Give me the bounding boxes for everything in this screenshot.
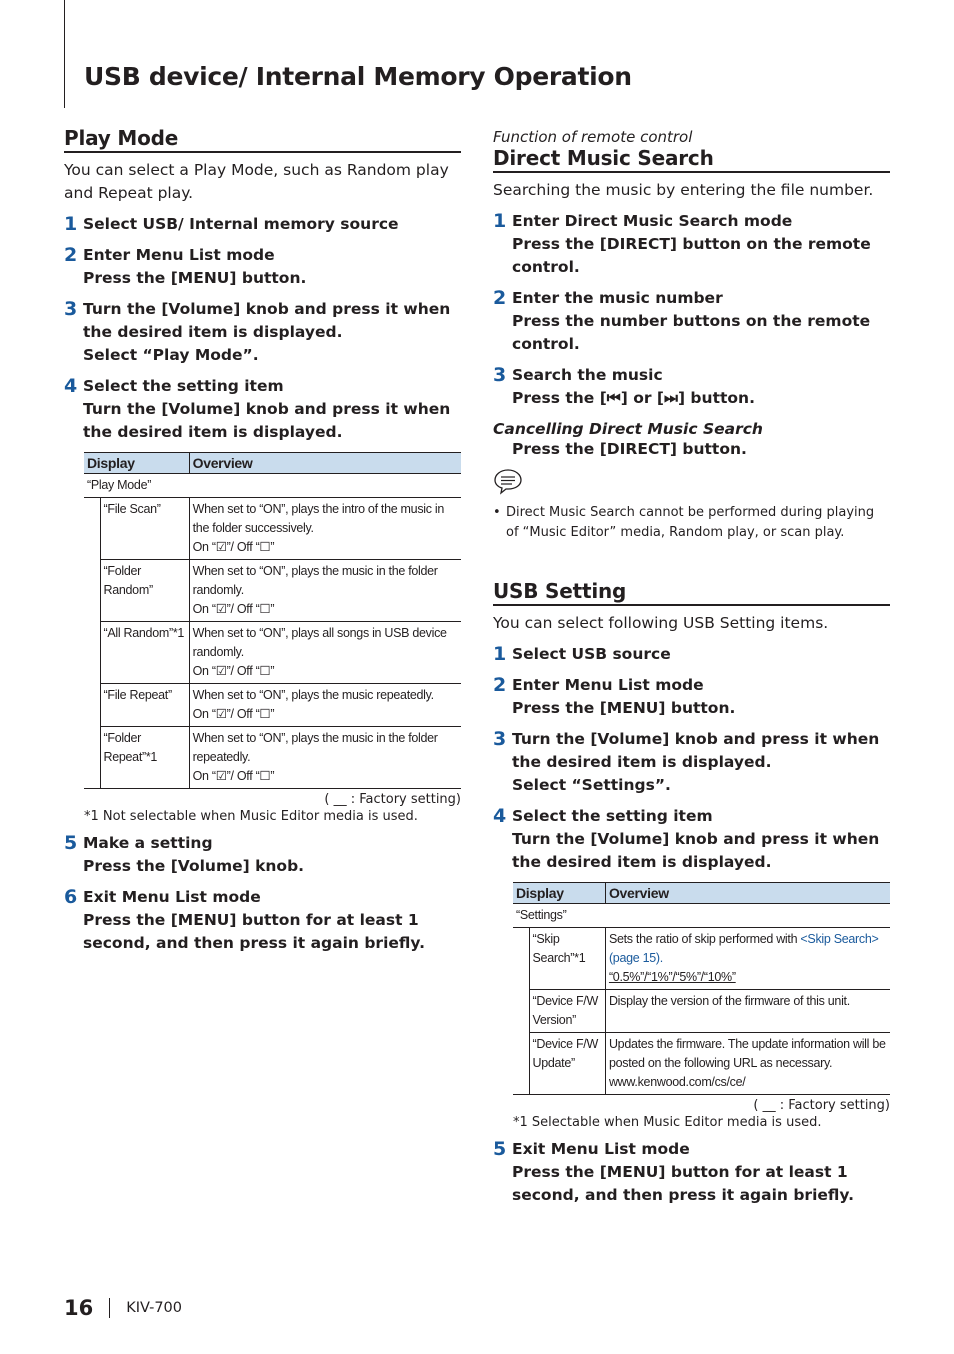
step-item: [493, 287, 890, 356]
section-title-usb-setting: USB Setting: [493, 579, 890, 606]
table-header: [84, 453, 461, 474]
play-mode-steps-2: [64, 832, 461, 955]
step-instruction: Turn the [Volume] knob and press it when the desired item is displayed.: [512, 830, 880, 871]
step-body: [512, 210, 890, 279]
step-body: [83, 375, 461, 444]
step-title: Search the music: [512, 366, 663, 384]
step-item: [64, 244, 461, 290]
step-item: [493, 728, 890, 797]
step-item: [64, 298, 461, 367]
step-body: [512, 674, 735, 720]
desc-text: When set to “ON”, plays all songs in USB device randomly.: [192, 626, 447, 659]
left-column: [64, 126, 461, 955]
footnote: *1 Selectable when Music Editor media is used.: [513, 1115, 822, 1130]
step-title: Enter Menu List mode: [83, 246, 275, 264]
step-body: [83, 244, 306, 290]
step-body: [512, 728, 890, 797]
table-group-row: [84, 474, 461, 498]
item-device-fw-update: “Device F/W Update”: [529, 1033, 605, 1095]
step-instruction: Select “Play Mode”.: [83, 346, 259, 364]
step-title: Select the setting item: [83, 377, 284, 395]
footnote: *1 Not selectable when Music Editor media is used.: [84, 809, 418, 824]
indent-cell: [513, 1033, 529, 1095]
step-title: Select USB/ Internal memory source: [83, 215, 399, 233]
step-instruction: Press the [Volume] knob.: [83, 857, 305, 875]
indent-cell: [84, 560, 100, 622]
factory-setting-note: ( __ : Factory setting): [753, 1098, 890, 1113]
options-text: On “☑”/ Off “☐”: [192, 769, 275, 783]
step-number: 4: [64, 375, 78, 397]
step-number: 4: [493, 805, 507, 827]
step-item: [493, 210, 890, 279]
dms-steps: [493, 210, 890, 410]
step-item: [64, 832, 461, 878]
step-body: [83, 213, 399, 236]
play-mode-rows: [84, 498, 461, 789]
step-number: 3: [64, 298, 78, 320]
item-desc: [189, 622, 461, 684]
step-instruction: Press the [MENU] button for at least 1 second, and then press it again briefly.: [512, 1163, 854, 1204]
step-item: [493, 674, 890, 720]
indent-cell: [84, 498, 100, 560]
header-rule: [64, 0, 65, 108]
step-title: Enter Direct Music Search mode: [512, 212, 793, 230]
step-body: [512, 364, 755, 410]
step-item: [64, 375, 461, 444]
note-text: Direct Music Search cannot be performed during playing of “Music Editor” media, Random play, or scan play.: [506, 505, 875, 540]
item-label: “Folder Repeat”*1: [100, 727, 189, 789]
step-title: Enter the music number: [512, 289, 723, 307]
step-body: [512, 287, 890, 356]
table-row: [513, 990, 890, 1033]
desc-text: Sets the ratio of skip performed with: [608, 932, 801, 946]
step-number: 3: [493, 728, 507, 750]
model-name: KIV-700: [126, 1300, 182, 1316]
step-instruction: Select “Settings”.: [512, 776, 671, 794]
options-text: On “☑”/ Off “☐”: [192, 602, 275, 616]
step-number: 5: [493, 1138, 507, 1160]
table-row: [84, 498, 461, 560]
desc-text: When set to “ON”, plays the music in the folder randomly.: [192, 564, 438, 597]
desc-skip-search: [605, 928, 890, 990]
indent-cell: [513, 928, 529, 990]
item-label: “File Scan”: [100, 498, 189, 560]
group-label: “Settings”: [513, 904, 605, 928]
cancel-text: Press the [DIRECT] button.: [512, 440, 747, 458]
step-number: 3: [493, 364, 507, 386]
item-desc: [189, 560, 461, 622]
col-display: Display: [84, 453, 189, 474]
dms-intro: Searching the music by entering the file number.: [493, 181, 874, 199]
remote-control-note: Function of remote control: [493, 128, 693, 146]
step-title: Exit Menu List mode: [83, 888, 261, 906]
desc-device-fw-version: Display the version of the firmware of this unit.: [605, 990, 890, 1033]
page-footer: [64, 1296, 182, 1320]
step-title: Select the setting item: [512, 807, 713, 825]
section-title-direct-music-search: Direct Music Search: [493, 146, 890, 173]
factory-setting-note: ( __ : Factory setting): [324, 792, 461, 807]
item-desc: [189, 684, 461, 727]
table-row: [513, 928, 890, 990]
step-instruction: Press the [MENU] button.: [83, 269, 307, 287]
item-label: “Folder Random”: [100, 560, 189, 622]
step-instruction: Turn the [Volume] knob and press it when the desired item is displayed.: [83, 400, 451, 441]
indent-cell: [84, 684, 100, 727]
col-overview: Overview: [189, 453, 461, 474]
item-desc: [189, 498, 461, 560]
step-number: 2: [493, 674, 507, 696]
step-body: [83, 298, 461, 367]
group-empty: [605, 904, 890, 928]
step-instruction: Press the number buttons on the remote control.: [512, 312, 871, 353]
usb-intro: You can select following USB Setting items.: [493, 614, 829, 632]
play-mode-table: [84, 452, 461, 789]
desc-text: When set to “ON”, plays the music repeatedly.: [192, 688, 434, 702]
note-item: • Direct Music Search cannot be performed during playing of “Music Editor” media, Random play, or scan play.: [493, 503, 890, 543]
desc-text: When set to “ON”, plays the intro of the music in the folder successively.: [192, 502, 445, 535]
step-item: [64, 213, 461, 236]
step-instruction: Press the [MENU] button.: [512, 699, 736, 717]
cancel-title: Cancelling Direct Music Search: [493, 420, 763, 438]
desc-text: When set to “ON”, plays the music in the folder repeatedly.: [192, 731, 438, 764]
item-skip-search: [529, 928, 605, 990]
step-number: 1: [64, 213, 78, 235]
step-title: Make a setting: [83, 834, 213, 852]
item-label: “All Random”*1: [100, 622, 189, 684]
options-text: “0.5%”/“1%”/“5%”/“10%”: [608, 970, 736, 984]
step-number: 2: [493, 287, 507, 309]
step-body: [512, 805, 890, 874]
col-overview: Overview: [605, 883, 890, 904]
table-row: [84, 560, 461, 622]
step-item: [493, 643, 890, 666]
group-empty: [189, 474, 461, 498]
usb-steps: [493, 643, 890, 874]
right-column: [493, 126, 890, 1207]
play-mode-intro: You can select a Play Mode, such as Random play and Repeat play.: [64, 161, 449, 202]
options-text: On “☑”/ Off “☐”: [192, 664, 275, 678]
table-header: [513, 883, 890, 904]
indent-cell: [84, 727, 100, 789]
item-device-fw-version: “Device F/W Version”: [529, 990, 605, 1033]
step-item: [493, 1138, 890, 1207]
step-body: [512, 1138, 890, 1207]
step-title: Turn the [Volume] knob and press it when the desired item is displayed.: [512, 730, 880, 771]
step-body: [83, 886, 461, 955]
section-title-play-mode: Play Mode: [64, 126, 461, 153]
step-instruction: Press the [⏮] or [⏭] button.: [512, 389, 755, 407]
options-text: On “☑”/ Off “☐”: [192, 540, 275, 554]
table-row: [84, 684, 461, 727]
step-number: 5: [64, 832, 78, 854]
page-title: USB device/ Internal Memory Operation: [84, 62, 632, 91]
col-display: Display: [513, 883, 605, 904]
step-number: 1: [493, 643, 507, 665]
indent-cell: [84, 622, 100, 684]
step-number: 1: [493, 210, 507, 232]
step-body: [83, 832, 304, 878]
page-number: 16: [64, 1296, 94, 1320]
step-number: 6: [64, 886, 78, 908]
skip-search-link[interactable]: <Skip Search> (page 15).: [608, 932, 879, 965]
table-row: [84, 622, 461, 684]
desc-device-fw-update: Updates the firmware. The update information will be posted on the following URL as necessary. www.kenwood.com/cs/ce/: [605, 1033, 890, 1095]
step-title: Select USB source: [512, 645, 671, 663]
step-title: Enter Menu List mode: [512, 676, 704, 694]
step-instruction: Press the [DIRECT] button on the remote control.: [512, 235, 871, 276]
step-body: [512, 643, 671, 666]
step-item: [493, 805, 890, 874]
step-number: 2: [64, 244, 78, 266]
options-text: On “☑”/ Off “☐”: [192, 707, 275, 721]
table-group-row: [513, 904, 890, 928]
play-mode-steps: [64, 213, 461, 444]
item-desc: [189, 727, 461, 789]
step-title: Exit Menu List mode: [512, 1140, 690, 1158]
step-item: [64, 886, 461, 955]
group-label: “Play Mode”: [84, 474, 189, 498]
table-row: [513, 1033, 890, 1095]
usb-setting-table: [513, 882, 890, 1095]
indent-cell: [513, 990, 529, 1033]
item-label: “File Repeat”: [100, 684, 189, 727]
footer-divider: [109, 1298, 110, 1318]
step-instruction: Press the [MENU] button for at least 1 second, and then press it again briefly.: [83, 911, 425, 952]
step-title: Turn the [Volume] knob and press it when the desired item is displayed.: [83, 300, 451, 341]
step-item: [493, 364, 890, 410]
item-label: “Skip Search”*1: [532, 932, 586, 965]
note-icon: [493, 467, 523, 495]
usb-steps-2: [493, 1138, 890, 1207]
table-row: [84, 727, 461, 789]
